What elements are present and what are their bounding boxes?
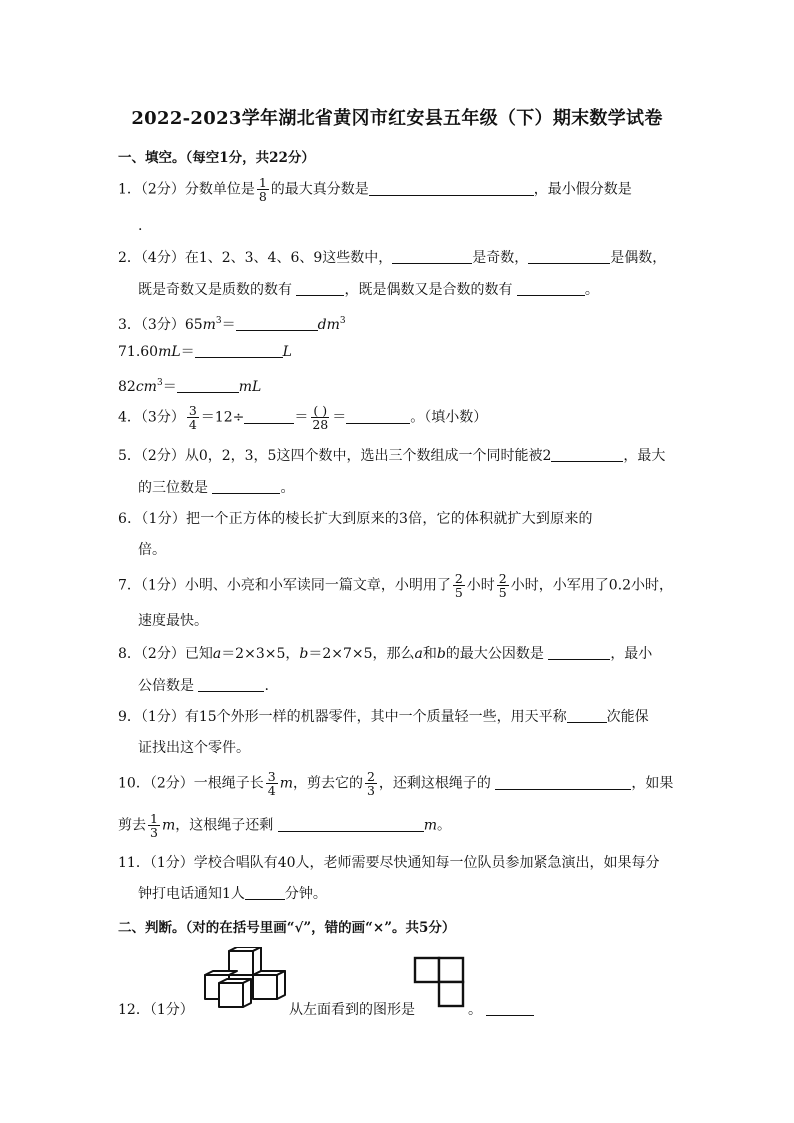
answer-blank[interactable] — [551, 447, 623, 462]
question-10: 10．（2分）一根绳子长 $\frac{3}{4}$ m，剪去它的 $\frac{2}{3}$ ，还剩这根绳子的 ，如果 — [118, 769, 674, 798]
answer-blank[interactable] — [278, 817, 424, 832]
question-10-cont: 剪去 $\frac{1}{3}$ m，这根绳子还剩 m。 — [118, 811, 451, 840]
question-9: 9．（1分）有15个外形一样的机器零件，其中一个质量轻一些，用天平称 次能保 — [118, 709, 649, 725]
cube-stack-figure — [201, 947, 289, 1009]
fraction-blank-28: ( ) 28 — [312, 403, 329, 432]
answer-blank[interactable] — [177, 378, 239, 393]
right-cube-side — [277, 971, 285, 999]
question-6-cont: 倍。 — [138, 542, 166, 558]
question-3-line-3: $82cm^3=$ mL — [118, 378, 262, 395]
question-11-cont: 钟打电话通知1人 分钟。 — [138, 886, 327, 902]
answer-blank[interactable] — [548, 645, 610, 660]
question-12-text: 从左面看到的图形是 — [289, 1002, 415, 1018]
question-5-cont: 的三位数是 。 — [138, 480, 295, 496]
answer-blank[interactable] — [244, 409, 294, 424]
fraction-1-8: $\frac{1}{8}$ — [258, 175, 267, 204]
answer-blank[interactable] — [346, 409, 410, 424]
question-6: 6．（1分）把一个正方体的棱长扩大到原来的3倍，它的体积就扩大到原来的 — [118, 511, 593, 527]
question-3: 3．（3分）$65m^3= dm^3$ — [118, 316, 346, 333]
answer-blank[interactable] — [486, 1001, 534, 1016]
left-view-square-top-right — [439, 958, 463, 982]
question-12-number: 12．（1分） — [118, 1002, 194, 1018]
question-1-cont: . — [138, 218, 143, 234]
answer-blank[interactable] — [495, 775, 631, 790]
section-1-heading: 一、填空。（每空1分，共22分） — [118, 150, 315, 166]
answer-blank[interactable] — [517, 281, 585, 296]
question-12-end: 。 — [468, 1000, 534, 1020]
section-2-heading: 二、判断。（对的在括号里画“√”，错的画“×”。共5分） — [118, 920, 456, 936]
answer-blank[interactable] — [392, 249, 472, 264]
answer-blank[interactable] — [236, 316, 318, 331]
answer-blank[interactable] — [369, 181, 534, 196]
question-1: 1．（2分）分数单位是 $\frac{1}{8}$ 的最大真分数是 ，最小假分数是 — [118, 175, 632, 204]
fraction-2-5: $\frac{2}{5}$ — [498, 571, 507, 600]
answer-blank[interactable] — [198, 677, 264, 692]
fraction-2-3: $\frac{2}{3}$ — [366, 769, 375, 798]
left-view-figure — [413, 956, 465, 1008]
fraction-3-4: $\frac{3}{4}$ — [188, 403, 197, 432]
answer-blank[interactable] — [296, 281, 344, 296]
question-7-cont: 速度最快。 — [138, 613, 208, 629]
question-5: 5．（2分）从0，2，3，5这四个数中，选出三个数组成一个同时能被2 ，最大 — [118, 448, 666, 464]
fraction-3-4: $\frac{3}{4}$ — [267, 769, 276, 798]
page-title: 2022-2023学年湖北省黄冈市红安县五年级（下）期末数学试卷 — [131, 108, 663, 129]
answer-blank[interactable] — [212, 479, 280, 494]
question-9-cont: 证找出这个零件。 — [138, 740, 250, 756]
fraction-2-5: $\frac{2}{5}$ — [454, 571, 463, 600]
question-3-line-2: 71.60mL＝ L — [118, 344, 292, 360]
question-4: 4．（3分） $\frac{3}{4}$ ＝12÷ ＝ ( ) 28 ＝ 。（填小数） — [118, 403, 488, 432]
front-cube-side — [243, 979, 251, 1007]
question-8: 8．（2分）已知a＝2×3×5，b＝2×7×5，那么a和b的最大公因数是 ，最小 — [118, 646, 653, 662]
answer-blank[interactable] — [528, 249, 610, 264]
question-2-cont: 既是奇数又是质数的数有 ，既是偶数又是合数的数有 。 — [138, 282, 599, 298]
question-11: 11．（1分）学校合唱队有40人，老师需要尽快通知每一位队员参加紧急演出，如果每分 — [118, 855, 660, 871]
fraction-1-3: $\frac{1}{3}$ — [150, 811, 158, 840]
question-2: 2．（4分）在1、2、3、4、6、9这些数中， 是奇数， 是偶数， — [118, 250, 667, 266]
question-7: 7．（1分）小明、小亮和小军读同一篇文章，小明用了 $\frac{2}{5}$ 小时 $\frac{2}{5}$ 小时，小军用了0.2小时， — [118, 571, 673, 600]
left-view-square-bottom — [439, 982, 463, 1006]
question-8-cont: 公倍数是 . — [138, 678, 269, 694]
answer-blank[interactable] — [195, 343, 283, 358]
left-view-square-top-left — [415, 958, 439, 982]
right-cube-front — [253, 975, 277, 999]
answer-blank[interactable] — [567, 708, 607, 723]
front-cube-front — [219, 983, 243, 1007]
answer-blank[interactable] — [245, 885, 285, 900]
